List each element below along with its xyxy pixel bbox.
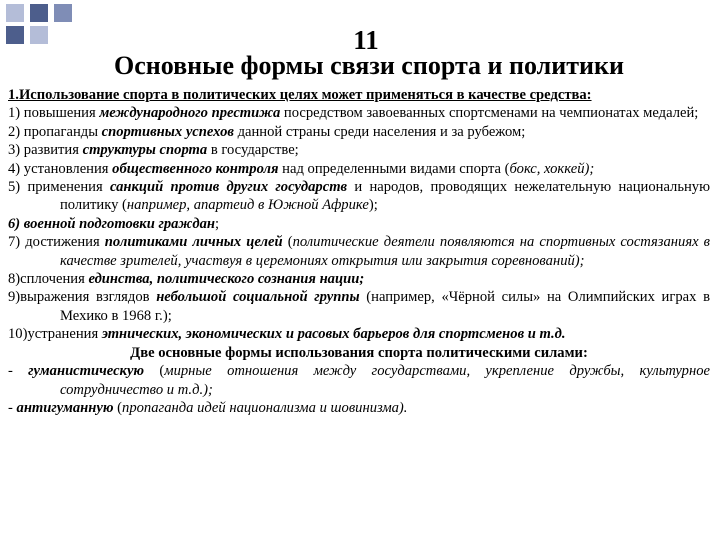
subheading: Две основные формы использования спорта политическими силами: [130, 344, 588, 361]
slide-number: 11 [353, 25, 379, 55]
list-item: 4) установления общественного контроля над определенными видами спорта (бокс, хоккей); [8, 160, 595, 177]
intro-text: 1.Использование спорта в политических целях может применяться в качестве средства: [8, 87, 592, 103]
list-item: 5) применения санкций против других государств и народов, проводящих нежелательную национальную политику (например, апартеид в Южной Африке); [8, 179, 711, 214]
form-item: - гуманистическую (мирные отношения между государствами, укрепление дружбы, культурное сотрудничество и т.д.); [8, 363, 710, 398]
decor-square [54, 4, 72, 22]
list-item: 3) развития структуры спорта в государстве; [8, 142, 299, 159]
list-item: 7) достижения политиками личных целей (политические деятели появляются на спортивных состязаниях в качестве зрителей, участвуя в церемониях открытия или закрытия соревнований); [8, 234, 711, 269]
list-item: 10)устранения этнических, экономических и расовых барьеров для спортсменов и т.д. [8, 326, 566, 343]
list-item: 6) военной подготовки граждан; [8, 215, 220, 232]
decor-square [30, 4, 48, 22]
slide-body [8, 86, 710, 417]
slide-title: Основные формы связи спорта и политики [114, 51, 624, 80]
list-item: 9)выражения взглядов небольшой социальной группы (например, «Чёрной силы» на Олимпийских играх в Мехико в 1968 г.); [8, 289, 710, 324]
intro-paragraph [8, 86, 710, 104]
list-item: 8)сплочения единства, политического сознания нации; [8, 271, 365, 288]
list-item: 1) повышения международного престижа посредством завоеванных спортсменами на чемпионатах медалей; [8, 105, 699, 122]
form-item: - антигуманную (пропаганда идей национализма и шовинизма). [8, 399, 408, 416]
decor-square [6, 4, 24, 22]
list-item: 2) пропаганды спортивных успехов данной страны среди населения и за рубежом; [8, 123, 526, 140]
